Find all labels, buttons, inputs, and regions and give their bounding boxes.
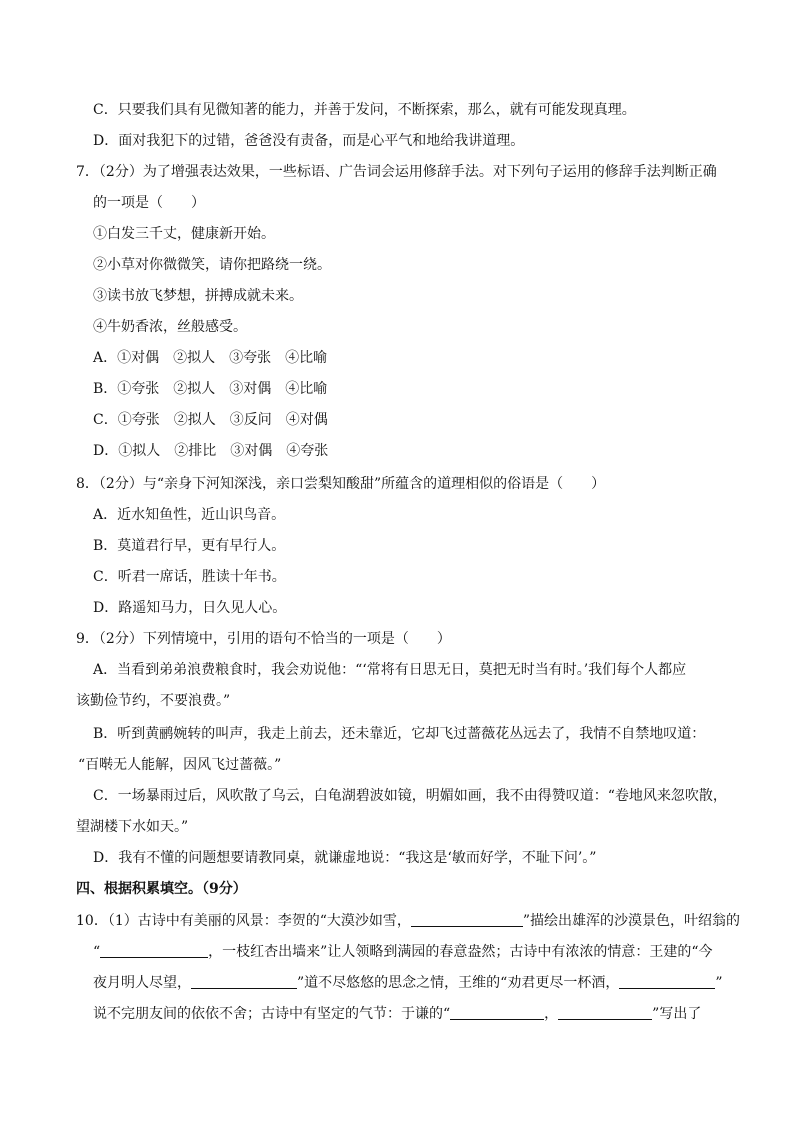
q7-option-a: A．①对偶 ②拟人 ③夸张 ④比喻 bbox=[93, 350, 328, 366]
q10-line4-text-c: ”写出了 bbox=[652, 1006, 702, 1022]
q9-option-a-line1: A．当看到弟弟浪费粮食时，我会劝说他：“‘常将有日思无日，莫把无时当有时。’我们每个人都应 bbox=[93, 662, 687, 678]
q9-option-b-line2: “百啭无人能解，因风飞过蔷薇。” bbox=[78, 757, 282, 773]
q8-option-c: C．听君一席话，胜读十年书。 bbox=[93, 569, 286, 585]
q8-option-a: A．近水知鱼性，近山识鸟音。 bbox=[93, 507, 286, 523]
q6-option-d: D．面对我犯下的过错，爸爸没有责备，而是心平气和地给我讲道理。 bbox=[93, 133, 525, 149]
q7-stem-line2: 的一项是（ ） bbox=[93, 195, 205, 211]
q7-stem-line1: 7．（2分）为了增强表达效果，一些标语、广告词会运用修辞手法。对下列句子运用的修辞手法判断正确 bbox=[76, 164, 717, 180]
q10-line3-text-c: ” bbox=[715, 975, 723, 991]
q7-sentence-3: ③读书放飞梦想，拼搏成就未来。 bbox=[93, 288, 303, 304]
q10-line1-text-b: ”描绘出雄浑的沙漠景色，叶绍翁的 bbox=[522, 913, 741, 929]
q7-sentence-4: ④牛奶香浓，丝般感受。 bbox=[93, 319, 247, 335]
q7-option-b: B．①夸张 ②拟人 ③对偶 ④比喻 bbox=[93, 381, 328, 397]
q10-blank-5[interactable] bbox=[450, 1005, 544, 1020]
q7-option-c: C．①夸张 ②拟人 ③反问 ④对偶 bbox=[93, 412, 328, 428]
q6-option-c: C．只要我们具有见微知著的能力，并善于发问，不断探索，那么，就有可能发现真理。 bbox=[93, 102, 636, 118]
q10-line4-text-b: ， bbox=[544, 1006, 559, 1022]
q9-option-b-line1: B．听到黄鹂婉转的叫声，我走上前去，还未靠近，它却飞过蔷薇花丛远去了，我情不自禁地叹道： bbox=[93, 726, 706, 742]
q10-line4 bbox=[93, 1005, 701, 1023]
q10-line3-text-b: ”道不尽悠悠的思念之情，王维的“劝君更尽一杯酒， bbox=[297, 975, 620, 991]
q10-line1-text-a: 10．（1）古诗中有美丽的风景：李贺的“大漠沙如雪， bbox=[76, 913, 411, 929]
q9-option-a-line2: 该勤俭节约，不要浪费。” bbox=[76, 693, 231, 709]
q10-line1 bbox=[76, 912, 740, 930]
q9-option-c-line2: 望湖楼下水如天。” bbox=[76, 819, 189, 835]
section-4-title: 四、根据积累填空。（9分） bbox=[76, 881, 247, 897]
q10-line3 bbox=[93, 974, 723, 992]
q10-blank-3[interactable] bbox=[191, 974, 297, 989]
q10-blank-1[interactable] bbox=[411, 912, 523, 927]
q9-stem: 9．（2分）下列情境中，引用的语句不恰当的一项是（ ） bbox=[76, 631, 451, 647]
q7-sentence-2: ②小草对你微微笑，请你把路绕一绕。 bbox=[93, 257, 331, 273]
q8-option-d: D．路遥知马力，日久见人心。 bbox=[93, 600, 287, 616]
q8-option-b: B．莫道君行早，更有早行人。 bbox=[93, 538, 286, 554]
q7-sentence-1: ①白发三千丈，健康新开始。 bbox=[93, 226, 275, 242]
q10-blank-6[interactable] bbox=[558, 1005, 652, 1020]
q10-blank-2[interactable] bbox=[100, 943, 208, 958]
q10-line3-text-a: 夜月明人尽望， bbox=[93, 975, 191, 991]
q8-stem: 8．（2分）与“亲身下河知深浅，亲口尝梨知酸甜”所蕴含的道理相似的俗语是（ ） bbox=[76, 476, 606, 492]
q10-line2 bbox=[93, 943, 712, 961]
q10-blank-4[interactable] bbox=[619, 974, 715, 989]
q7-option-d: D．①拟人 ②排比 ③对偶 ④夸张 bbox=[93, 443, 329, 459]
q9-option-c-line1: C．一场暴雨过后，风吹散了乌云，白龟湖碧波如镜，明媚如画，我不由得赞叹道：“卷地风来忽吹散， bbox=[93, 788, 727, 804]
q9-option-d: D．我有不懂的问题想要请教同桌，就谦虚地说：“我这是‘敏而好学，不耻下问’。” bbox=[93, 850, 597, 866]
q10-line2-text-b: ，一枝红杏出墙来”让人领略到满园的春意盎然；古诗中有浓浓的情意：王建的“今 bbox=[208, 944, 713, 960]
q10-line4-text-a: 说不完朋友间的依依不舍；古诗中有坚定的气节：于谦的“ bbox=[93, 1006, 451, 1022]
q10-line2-text-a: “ bbox=[93, 944, 101, 960]
